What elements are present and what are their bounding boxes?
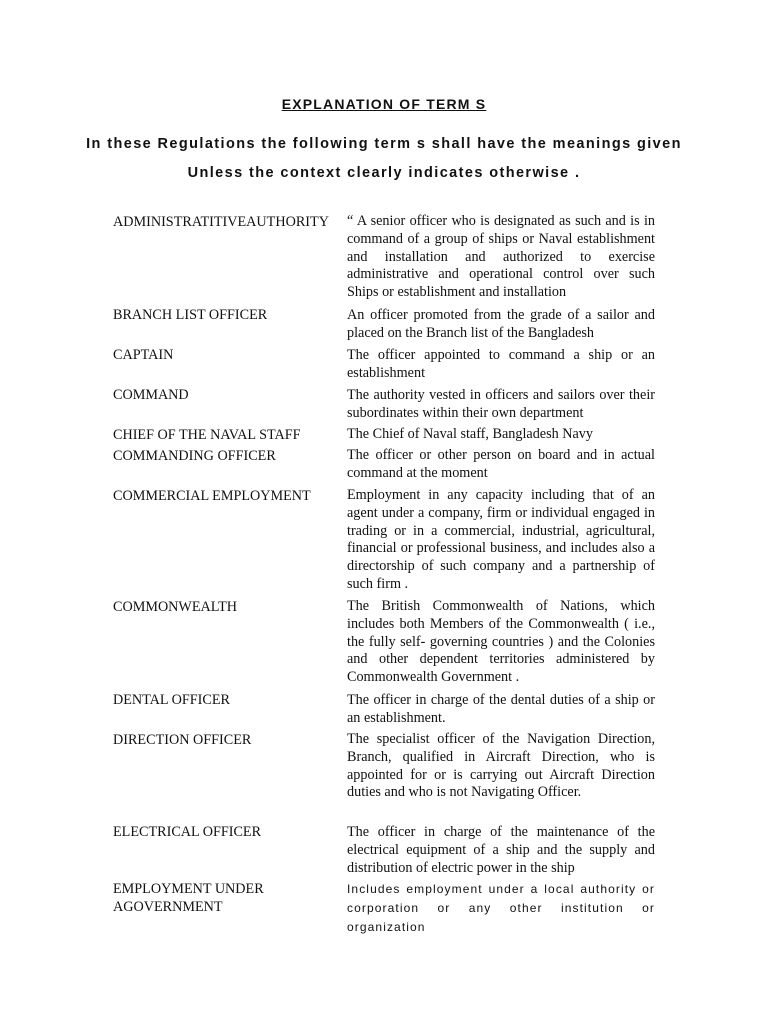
term-label: BRANCH LIST OFFICER (113, 307, 268, 323)
intro-line-2: Unless the context clearly indicates otherwise . (187, 165, 581, 181)
term-definition: The officer in charge of the dental duties of a ship or an establishment. (347, 692, 655, 726)
term-definition: Includes employment under a local authority or corporation or any other institution or organization (347, 882, 655, 934)
term-definition: The British Commonwealth of Nations, which includes both Members of the Commonwealth ( i.e., the fully self- governing countries ) and the Colonies and other dependent territories administered by Commonwealth Government . (347, 598, 655, 686)
term-definition: The Chief of Naval staff, Bangladesh Navy (347, 426, 593, 442)
term-label: ELECTRICAL OFFICER (113, 824, 262, 840)
term-label: CAPTAIN (113, 347, 174, 363)
term-definition: An officer promoted from the grade of a sailor and placed on the Branch list of the Bangladesh (347, 307, 655, 341)
term-definition: The authority vested in officers and sailors over their subordinates within their own department (347, 387, 655, 421)
term-definition: The specialist officer of the Navigation Direction, Branch, qualified in Aircraft Direction, who is appointed for or is carrying out Aircraft Direction duties and who is not Navigating Officer. (347, 731, 655, 801)
term-definition: Employment in any capacity including that of an agent under a company, firm or individual engaged in trading or in a commercial, industrial, agricultural, financial or professional business, and includes also a directorship of such company and a partnership of such firm . (347, 487, 655, 592)
term-label: COMMONWEALTH (113, 599, 238, 615)
page-title: EXPLANATION OF TERM S (281, 96, 487, 112)
term-label: EMPLOYMENT UNDER AGOVERNMENT (113, 881, 264, 915)
term-label: DIRECTION OFFICER (113, 732, 252, 748)
term-definition: The officer appointed to command a ship or an establishment (347, 347, 655, 381)
term-definition: The officer or other person on board and in actual command at the moment (347, 447, 655, 481)
term-label: DENTAL OFFICER (113, 692, 230, 708)
term-label: CHIEF OF THE NAVAL STAFF (113, 427, 301, 443)
term-label: COMMERCIAL EMPLOYMENT (113, 488, 311, 504)
term-label: COMMANDING OFFICER (113, 448, 276, 464)
term-label: COMMAND (113, 387, 189, 403)
term-label: ADMINISTRATITIVEAUTHORITY (113, 214, 329, 230)
intro-line-1: In these Regulations the following term s shall have the meanings given (86, 136, 682, 152)
term-definition: The officer in charge of the maintenance of the electrical equipment of a ship and the supply and distribution of electric power in the ship (347, 824, 655, 876)
term-definition: “ A senior officer who is designated as such and is in command of a group of ships or Naval establishment and installation and authorized to exercise administrative and operational control over such Ships or establishment and installation (347, 213, 655, 301)
